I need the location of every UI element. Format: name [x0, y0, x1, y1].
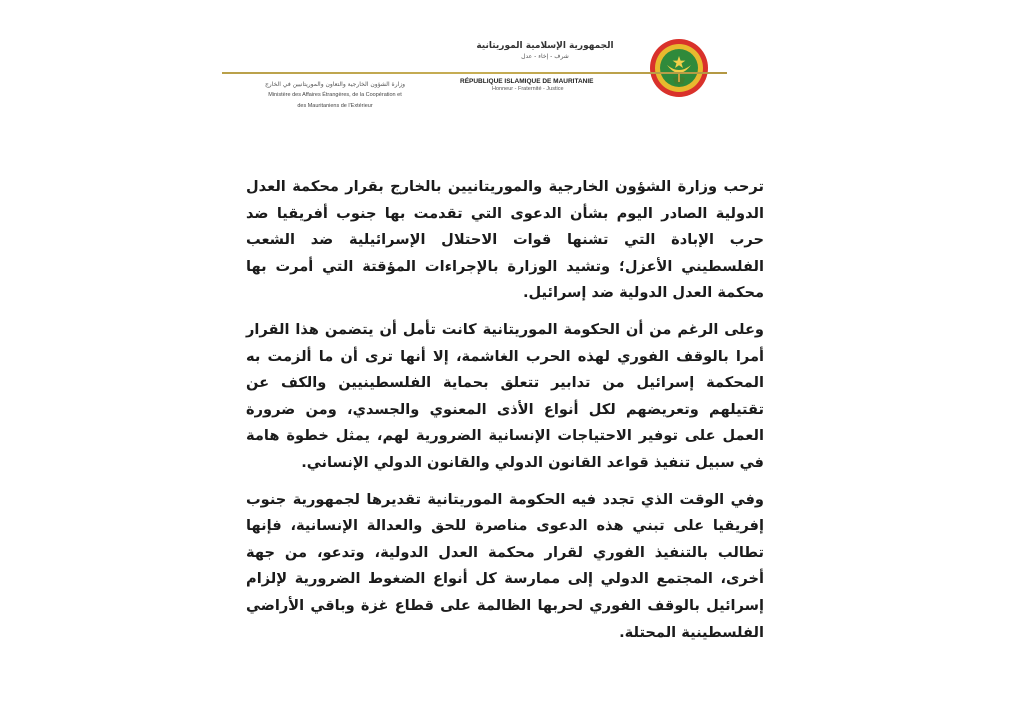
ministry-name-french-line-2: des Mauritaniens de l'Extérieur: [297, 103, 373, 109]
government-name-french: RÉPUBLIQUE ISLAMIQUE DE MAURITANIE: [460, 78, 594, 85]
ministry-name-french: [232, 90, 438, 112]
ministry-name-arabic: وزارة الشؤون الخارجية والتعاون والموريتانيين في الخارج: [264, 81, 406, 88]
motto-french: Honneur - Fraternité - Justice: [492, 86, 564, 92]
statement-body: [246, 174, 764, 646]
statement-paragraph-2: وعلى الرغم من أن الحكومة الموريتانية كانت تأمل أن يتضمن هذا القرار أمرا بالوقف الفوري لهذه الحرب الغاشمة، إلا أنها ترى أن ما ألزمت به المحكمة إسرائيل من تدابير تتعلق بحماية الفلسطينيين والكف عن تقتيلهم وتعريضهم لكل أنواع الأذى المعنوي والجسدي، ومن ضرورة العمل على توفير الاحتياجات الإنسانية الضرورية لهم، يمثل خطوة هامة في سبيل تنفيذ قواعد القانون الدولي والقانون الدولي الإنساني.: [246, 320, 764, 471]
ministry-name-french-line-1: Ministère des Affaires Étrangères, de la Coopération et: [268, 92, 402, 98]
mauritania-coat-of-arms-icon: [649, 38, 709, 98]
letterhead: [222, 30, 742, 122]
motto-arabic: شرف - إخاء - عدل: [521, 53, 569, 60]
government-name-arabic: الجمهورية الإسلامية الموريتانية: [476, 41, 614, 51]
government-heading-arabic: [450, 40, 640, 61]
statement-paragraph-3: وفي الوقت الذي تجدد فيه الحكومة الموريتانية تقديرها لجمهورية جنوب إفريقيا على تبني هذه الدعوى مناصرة للحق والعدالة الإنسانية، فإنها تطالب بالتنفيذ الفوري لقرار محكمة العدل الدولية، وتدعو، من جهة أخرى، المجتمع الدولي إلى ممارسة كل أنواع الضغوط الضرورية لإلزام إسرائيل بالوقف الفوري لحربها الظالمة على قطاع غزة وباقي الأراضي الفلسطينية المحتلة.: [246, 490, 764, 641]
statement-paragraph-1: ترحب وزارة الشؤون الخارجية والموريتانيين بالخارج بقرار محكمة العدل الدولية الصادر اليوم بشأن الدعوى التي تقدمت بها جنوب أفريقيا ضد حرب الإبادة التي تشنها قوات الاحتلال الإسرائيلية ضد الشعب الفلسطيني الأعزل؛ وتشيد الوزارة بالإجراءات المؤقتة التي أمرت بها محكمة العدل الدولية ضد إسرائيل.: [246, 178, 764, 302]
letterhead-divider: [222, 72, 727, 74]
